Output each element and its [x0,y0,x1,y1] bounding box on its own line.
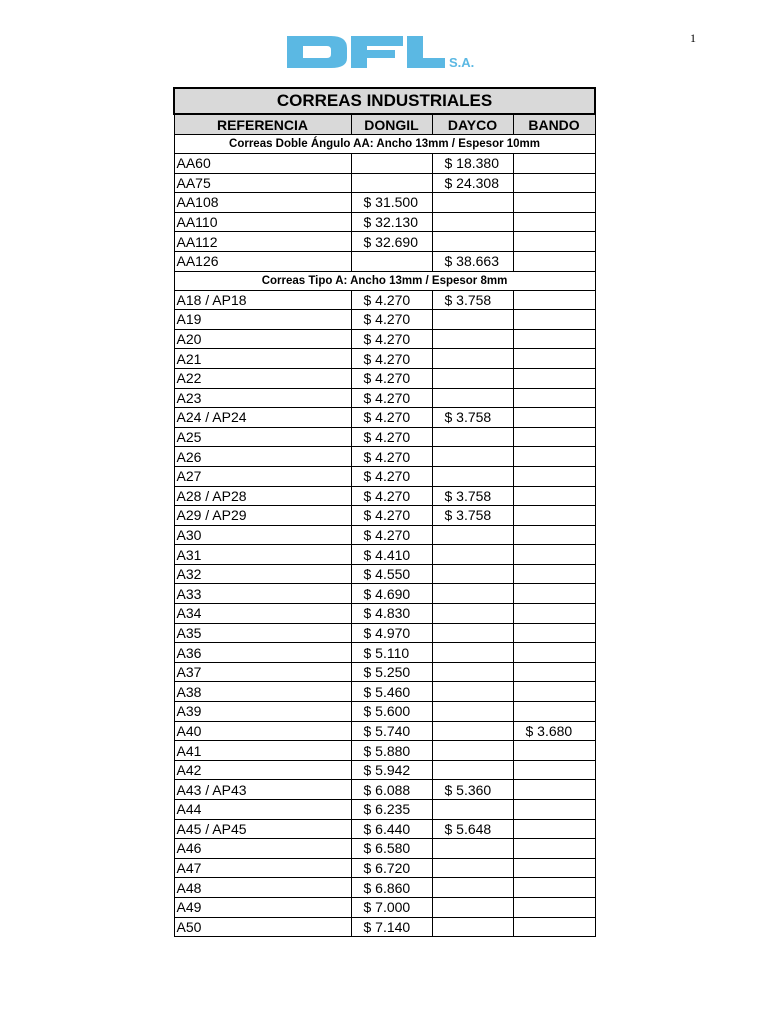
cell-dongil: $ 5.600 [351,702,432,722]
cell-dayco [432,427,513,447]
cell-bando [513,173,595,193]
table-row [174,858,595,878]
cell-ref: AA126 [174,251,351,271]
cell-dayco [432,702,513,722]
cell-bando [513,193,595,213]
cell-dayco [432,623,513,643]
cell-dongil: $ 5.880 [351,741,432,761]
cell-ref: A43 / AP43 [174,780,351,800]
cell-bando [513,388,595,408]
table-row [174,290,595,310]
cell-bando [513,897,595,917]
cell-dayco: $ 38.663 [432,251,513,271]
cell-dayco: $ 3.758 [432,408,513,428]
cell-bando [513,702,595,722]
table-row [174,408,595,428]
table-row [174,702,595,722]
table-row [174,564,595,584]
cell-dongil: $ 6.088 [351,780,432,800]
cell-ref: A31 [174,545,351,565]
cell-dongil: $ 6.580 [351,839,432,859]
table-row [174,212,595,232]
cell-dongil: $ 4.270 [351,349,432,369]
cell-dayco [432,741,513,761]
table-row [174,682,595,702]
cell-dayco [432,662,513,682]
company-logo [287,34,487,72]
cell-dayco [432,643,513,663]
table-row [174,878,595,898]
cell-dongil: $ 4.830 [351,604,432,624]
cell-ref: A50 [174,917,351,937]
cell-bando [513,858,595,878]
cell-ref: AA75 [174,173,351,193]
cell-dongil: $ 4.410 [351,545,432,565]
cell-ref: A23 [174,388,351,408]
cell-ref: A28 / AP28 [174,486,351,506]
cell-dayco [432,310,513,330]
page-number: 1 [690,31,696,45]
cell-ref: A24 / AP24 [174,408,351,428]
cell-dongil: $ 4.270 [351,368,432,388]
cell-dongil [351,154,432,174]
cell-dongil: $ 5.110 [351,643,432,663]
table-row [174,623,595,643]
cell-dongil: $ 4.270 [351,408,432,428]
cell-dayco [432,682,513,702]
cell-bando [513,604,595,624]
section-row [174,135,595,154]
cell-dongil [351,251,432,271]
cell-dongil: $ 4.270 [351,486,432,506]
cell-bando [513,545,595,565]
cell-ref: AA112 [174,232,351,252]
table-row [174,917,595,937]
cell-dayco [432,760,513,780]
table-title: CORREAS INDUSTRIALES [174,88,595,114]
table-row [174,760,595,780]
cell-bando [513,349,595,369]
cell-bando: $ 3.680 [513,721,595,741]
table-row [174,819,595,839]
table-row [174,604,595,624]
cell-ref: A42 [174,760,351,780]
table-row [174,721,595,741]
cell-ref: A27 [174,466,351,486]
table-row [174,643,595,663]
cell-bando [513,839,595,859]
cell-bando [513,368,595,388]
cell-dayco: $ 5.360 [432,780,513,800]
cell-bando [513,154,595,174]
cell-ref: A45 / AP45 [174,819,351,839]
cell-bando [513,800,595,820]
cell-dongil: $ 32.690 [351,232,432,252]
cell-dayco [432,193,513,213]
cell-ref: A39 [174,702,351,722]
cell-dongil: $ 4.270 [351,310,432,330]
cell-dongil: $ 4.690 [351,584,432,604]
cell-dongil: $ 4.970 [351,623,432,643]
cell-ref: A25 [174,427,351,447]
cell-bando [513,780,595,800]
cell-ref: A46 [174,839,351,859]
cell-dongil [351,173,432,193]
cell-bando [513,623,595,643]
cell-dayco [432,368,513,388]
cell-dongil: $ 6.860 [351,878,432,898]
cell-ref: A48 [174,878,351,898]
cell-dayco [432,329,513,349]
cell-dayco [432,839,513,859]
cell-dayco [432,447,513,467]
cell-dayco [432,388,513,408]
price-table [173,87,596,937]
cell-dongil: $ 6.440 [351,819,432,839]
cell-dayco [432,604,513,624]
table-row [174,584,595,604]
table-row [174,800,595,820]
cell-dongil: $ 31.500 [351,193,432,213]
cell-ref: A37 [174,662,351,682]
table-row [174,388,595,408]
table-row [174,897,595,917]
table-row [174,466,595,486]
table-row [174,839,595,859]
cell-dongil: $ 4.270 [351,506,432,526]
column-header-bando: BANDO [513,114,595,135]
cell-dayco: $ 24.308 [432,173,513,193]
cell-dongil: $ 5.942 [351,760,432,780]
cell-ref: AA110 [174,212,351,232]
column-header-dayco: DAYCO [432,114,513,135]
cell-bando [513,408,595,428]
cell-bando [513,878,595,898]
cell-ref: A18 / AP18 [174,290,351,310]
section-label: Correas Doble Ángulo AA: Ancho 13mm / Espesor 10mm [174,135,595,154]
cell-dongil: $ 6.720 [351,858,432,878]
cell-dayco [432,525,513,545]
cell-ref: A35 [174,623,351,643]
cell-dayco: $ 3.758 [432,506,513,526]
cell-bando [513,310,595,330]
cell-dayco [432,917,513,937]
table-row [174,545,595,565]
cell-bando [513,486,595,506]
table-row [174,232,595,252]
cell-ref: A29 / AP29 [174,506,351,526]
column-header-referencia: REFERENCIA [174,114,351,135]
cell-dayco: $ 3.758 [432,486,513,506]
cell-dongil: $ 6.235 [351,800,432,820]
cell-ref: A34 [174,604,351,624]
cell-dongil: $ 4.270 [351,388,432,408]
cell-dayco: $ 3.758 [432,290,513,310]
cell-dayco [432,349,513,369]
cell-dongil: $ 5.460 [351,682,432,702]
cell-bando [513,917,595,937]
table-row [174,173,595,193]
section-label: Correas Tipo A: Ancho 13mm / Espesor 8mm [174,271,595,290]
cell-dongil: $ 4.270 [351,466,432,486]
cell-ref: A47 [174,858,351,878]
cell-ref: A20 [174,329,351,349]
cell-dayco [432,212,513,232]
logo-suffix: S.A. [449,55,475,70]
cell-ref: A30 [174,525,351,545]
cell-bando [513,525,595,545]
cell-dayco [432,584,513,604]
cell-bando [513,232,595,252]
cell-ref: A22 [174,368,351,388]
cell-ref: AA60 [174,154,351,174]
cell-dayco [432,564,513,584]
table-row [174,310,595,330]
cell-dayco: $ 5.648 [432,819,513,839]
cell-dayco [432,466,513,486]
table-row [174,662,595,682]
cell-bando [513,662,595,682]
cell-bando [513,212,595,232]
cell-bando [513,760,595,780]
cell-bando [513,251,595,271]
cell-dongil: $ 4.270 [351,525,432,545]
cell-bando [513,741,595,761]
cell-dayco: $ 18.380 [432,154,513,174]
table-row [174,427,595,447]
table-body [174,135,595,937]
cell-ref: A49 [174,897,351,917]
cell-bando [513,819,595,839]
cell-bando [513,506,595,526]
column-header-dongil: DONGIL [351,114,432,135]
cell-dongil: $ 4.550 [351,564,432,584]
cell-bando [513,427,595,447]
cell-bando [513,447,595,467]
table-row [174,486,595,506]
cell-ref: A21 [174,349,351,369]
cell-ref: A40 [174,721,351,741]
cell-ref: A26 [174,447,351,467]
cell-bando [513,584,595,604]
cell-ref: A38 [174,682,351,702]
table-row [174,251,595,271]
section-row [174,271,595,290]
cell-dayco [432,721,513,741]
cell-dayco [432,545,513,565]
cell-ref: A44 [174,800,351,820]
table-row [174,741,595,761]
cell-dongil: $ 7.140 [351,917,432,937]
cell-bando [513,564,595,584]
table-row [174,368,595,388]
cell-ref: A36 [174,643,351,663]
cell-bando [513,329,595,349]
cell-dayco [432,897,513,917]
cell-ref: A32 [174,564,351,584]
table-row [174,447,595,467]
table-row [174,329,595,349]
cell-dongil: $ 4.270 [351,290,432,310]
cell-dongil: $ 4.270 [351,447,432,467]
cell-dongil: $ 5.740 [351,721,432,741]
table-row [174,506,595,526]
cell-dongil: $ 4.270 [351,427,432,447]
cell-dongil: $ 32.130 [351,212,432,232]
cell-dayco [432,858,513,878]
cell-dayco [432,800,513,820]
cell-bando [513,466,595,486]
cell-bando [513,682,595,702]
cell-ref: AA108 [174,193,351,213]
cell-ref: A33 [174,584,351,604]
cell-ref: A19 [174,310,351,330]
cell-ref: A41 [174,741,351,761]
table-row [174,525,595,545]
cell-dayco [432,232,513,252]
cell-bando [513,643,595,663]
cell-dongil: $ 7.000 [351,897,432,917]
cell-dongil: $ 4.270 [351,329,432,349]
cell-dongil: $ 5.250 [351,662,432,682]
cell-dayco [432,878,513,898]
table-row [174,154,595,174]
table-row [174,193,595,213]
dfl-logo-icon [287,34,487,72]
table-row [174,780,595,800]
cell-bando [513,290,595,310]
table-row [174,349,595,369]
